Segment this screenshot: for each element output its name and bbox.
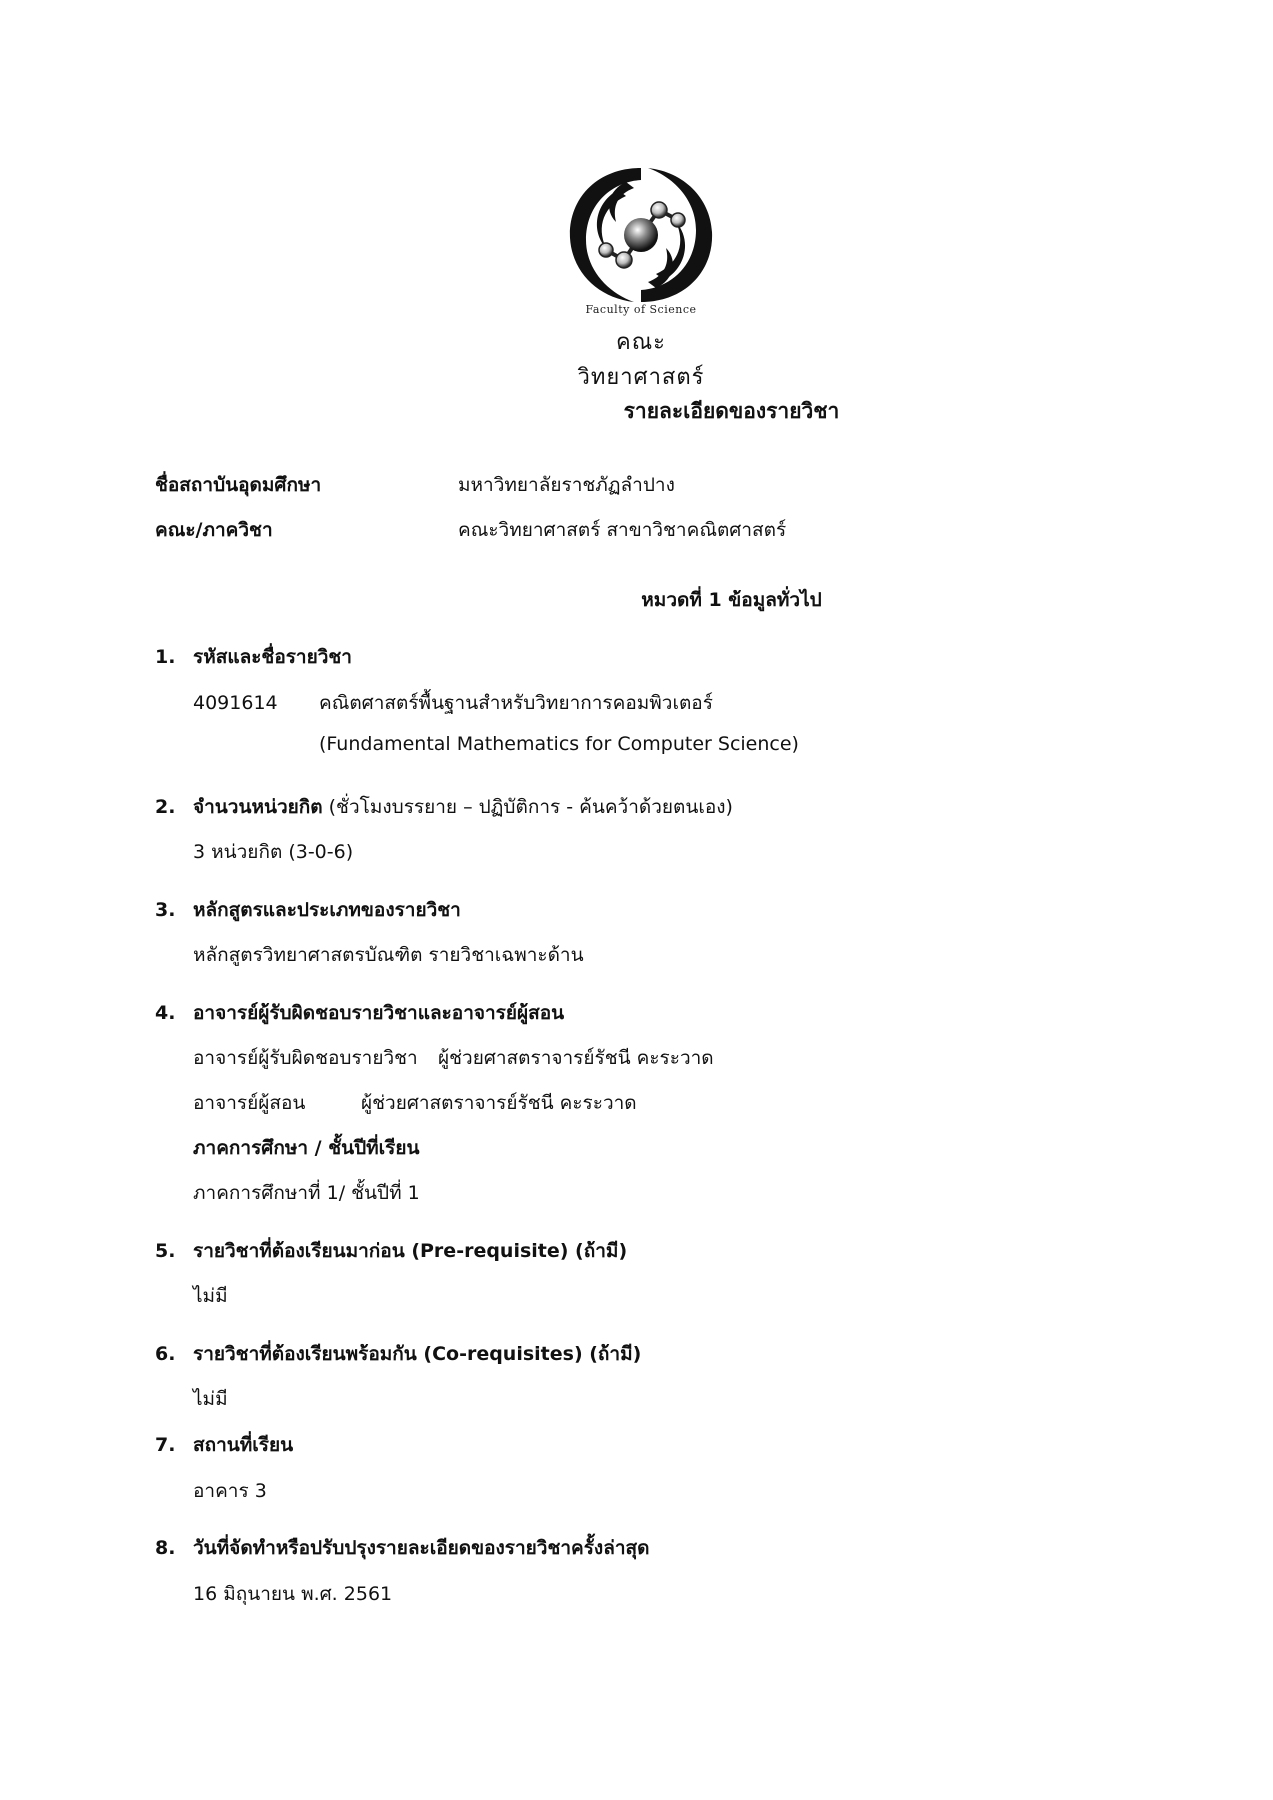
- responsible-label: อาจารย์ผู้รับผิดชอบรายวิชา: [193, 1047, 418, 1069]
- logo-caption-thai: คณะวิทยาศาสตร์: [577, 330, 705, 390]
- item-2-heading: [155, 792, 733, 822]
- course-code: 4091614: [193, 692, 278, 714]
- item-4-heading: [155, 998, 564, 1028]
- corequisite-value: ไม่มี: [193, 1388, 228, 1410]
- item-number: 4.: [155, 1002, 176, 1024]
- item-number: 7.: [155, 1434, 176, 1456]
- item-label: สถานที่เรียน: [193, 1434, 294, 1456]
- item-3-heading: [155, 895, 461, 925]
- item-number: 3.: [155, 899, 176, 921]
- course-name-english: (Fundamental Mathematics for Computer Science): [319, 733, 799, 755]
- prerequisite-value: ไม่มี: [193, 1285, 228, 1307]
- credits-value: 3 หน่วยกิต (3-0-6): [193, 841, 354, 863]
- faculty-value: คณะวิทยาศาสตร์ สาขาวิชาคณิตศาสตร์: [458, 519, 787, 541]
- item-1-heading: [155, 642, 352, 672]
- course-code-name-line: [193, 688, 713, 718]
- faculty-of-science-emblem-icon: [556, 160, 726, 310]
- item-label: รายวิชาที่ต้องเรียนมาก่อน (Pre-requisite) (ถ้ามี): [193, 1240, 628, 1262]
- curriculum-value: หลักสูตรวิทยาศาสตรบัณฑิต รายวิชาเฉพาะด้าน: [193, 944, 584, 966]
- institution-value: มหาวิทยาลัยราชภัฏลำปาง: [458, 474, 675, 496]
- item-note: (ชั่วโมงบรรยาย – ปฏิบัติการ - ค้นคว้าด้วยตนเอง): [322, 796, 733, 818]
- course-name-thai: คณิตศาสตร์พื้นฐานสำหรับวิทยาการคอมพิวเตอร์: [319, 692, 713, 714]
- item-label: รายวิชาที่ต้องเรียนพร้อมกัน (Co-requisites) (ถ้ามี): [193, 1343, 642, 1365]
- semester-value: ภาคการศึกษาที่ 1/ ชั้นปีที่ 1: [193, 1182, 420, 1204]
- logo-caption-english: Faculty of Science: [585, 303, 697, 316]
- location-value: อาคาร 3: [193, 1480, 267, 1502]
- instructor-label: อาจารย์ผู้สอน: [193, 1092, 306, 1114]
- section-title: หมวดที่ 1 ข้อมูลทั่วไป: [641, 589, 822, 611]
- item-5-heading: [155, 1236, 627, 1266]
- item-number: 8.: [155, 1537, 176, 1559]
- item-label: รหัสและชื่อรายวิชา: [193, 646, 352, 668]
- item-7-heading: [155, 1430, 293, 1460]
- faculty-logo: [556, 160, 726, 390]
- instructor-row: [193, 1088, 637, 1118]
- item-label: หลักสูตรและประเภทของรายวิชา: [193, 899, 461, 921]
- item-number: 1.: [155, 646, 176, 668]
- item-number: 5.: [155, 1240, 176, 1262]
- instructor-value: ผู้ช่วยศาสตราจารย์รัชนี คะระวาด: [361, 1092, 637, 1114]
- item-number: 6.: [155, 1343, 176, 1365]
- last-updated-value: 16 มิถุนายน พ.ศ. 2561: [193, 1583, 393, 1605]
- responsible-value: ผู้ช่วยศาสตราจารย์รัชนี คะระวาด: [438, 1047, 714, 1069]
- item-6-heading: [155, 1339, 641, 1369]
- responsible-instructor-row: [193, 1043, 714, 1073]
- faculty-label: คณะ/ภาควิชา: [155, 519, 273, 541]
- item-label: อาจารย์ผู้รับผิดชอบรายวิชาและอาจารย์ผู้สอน: [193, 1002, 565, 1024]
- institution-label: ชื่อสถาบันอุดมศึกษา: [155, 474, 322, 496]
- document-title: รายละเอียดของรายวิชา: [623, 399, 840, 423]
- semester-label: ภาคการศึกษา / ชั้นปีที่เรียน: [193, 1137, 420, 1159]
- item-number: 2.: [155, 796, 176, 818]
- item-label: จำนวนหน่วยกิต: [193, 796, 323, 818]
- item-label: วันที่จัดทำหรือปรับปรุงรายละเอียดของรายวิชาครั้งล่าสุด: [193, 1537, 650, 1559]
- item-8-heading: [155, 1533, 649, 1563]
